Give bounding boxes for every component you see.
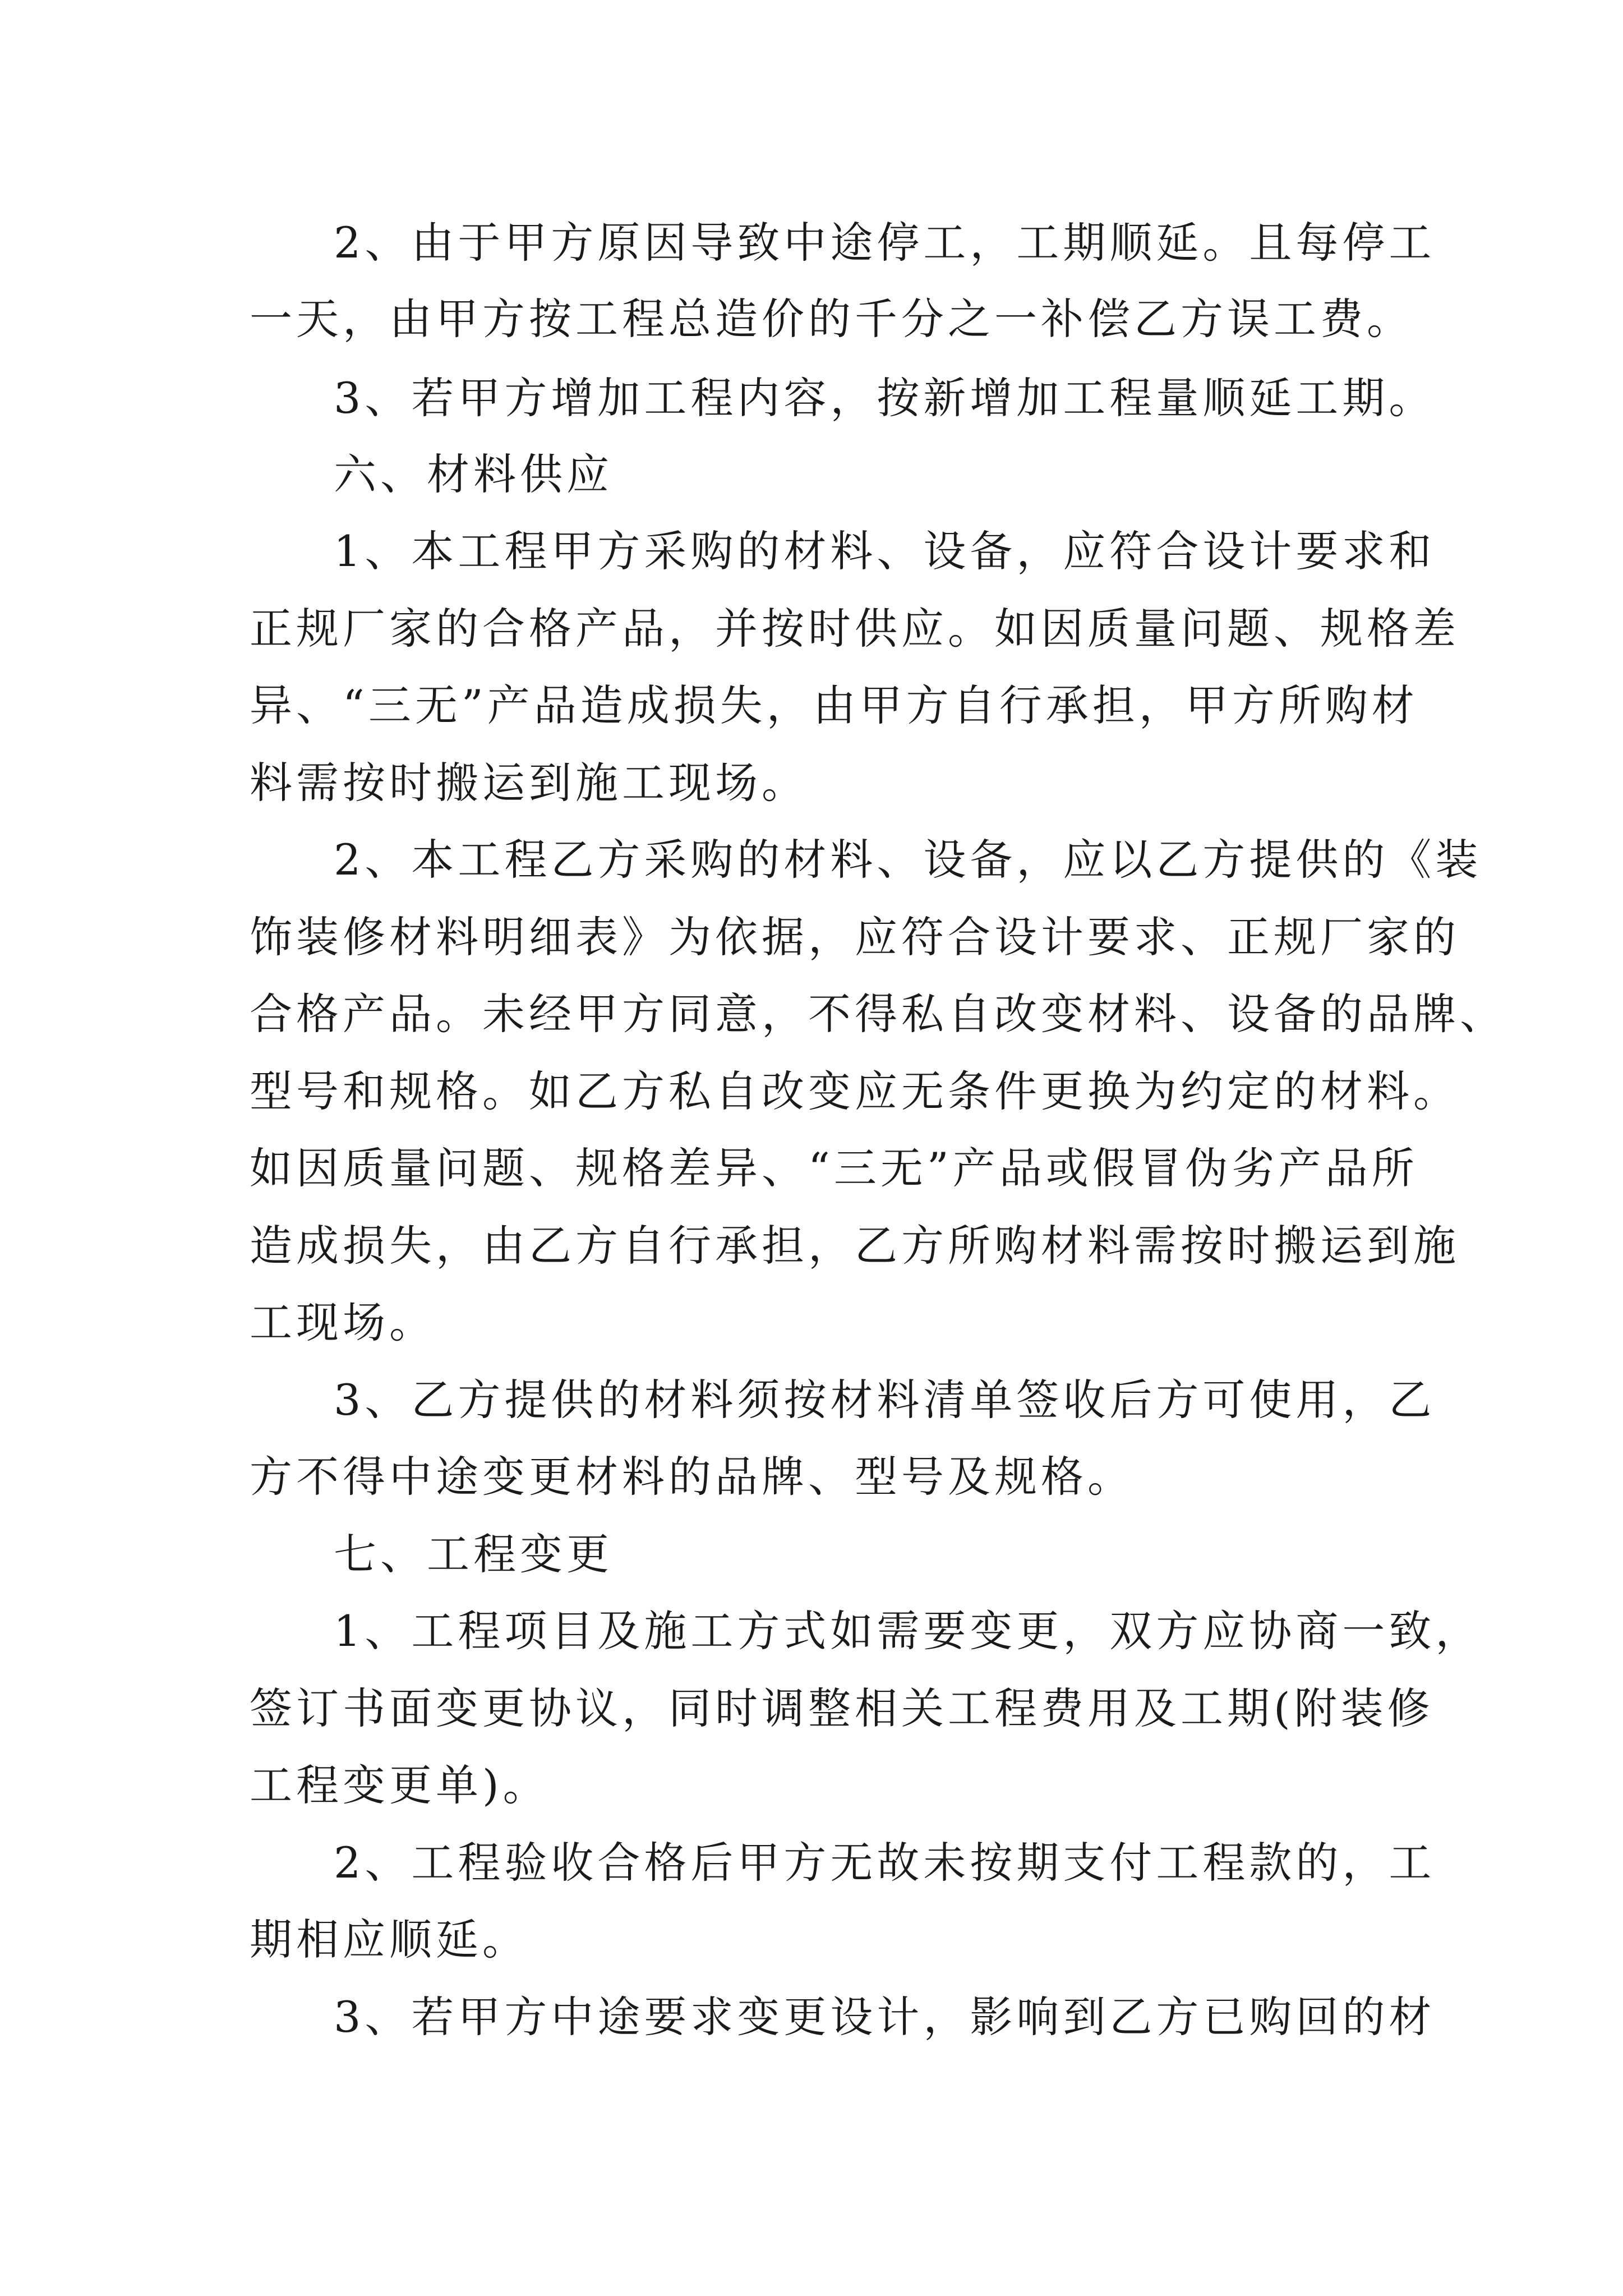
paragraph-line: 方不得中途变更材料的品牌、型号及规格。 <box>250 1452 1134 1502</box>
paragraph-line: 正规厂家的合格产品，并按时供应。如因质量问题、规格差 <box>250 604 1460 654</box>
paragraph-line: 工程变更单)。 <box>250 1760 550 1810</box>
paragraph-line: 2、本工程乙方采购的材料、设备，应以乙方提供的《装 <box>334 835 1482 885</box>
paragraph-line: 3、乙方提供的材料须按材料清单签收后方可使用，乙 <box>334 1375 1436 1425</box>
paragraph-line: 签订书面变更协议，同时调整相关工程费用及工期(附装修 <box>250 1683 1434 1733</box>
paragraph-line: 2、由于甲方原因导致中途停工，工期顺延。且每停工 <box>334 218 1436 268</box>
paragraph-line: 型号和规格。如乙方私自改变应无条件更换为约定的材料。 <box>250 1066 1460 1116</box>
paragraph-line: 异、“三无”产品造成损失，由甲方自行承担，甲方所购材 <box>250 680 1418 730</box>
paragraph-line: 2、工程验收合格后甲方无故未按期支付工程款的，工 <box>334 1838 1436 1888</box>
paragraph-line: 期相应顺延。 <box>250 1915 529 1964</box>
paragraph-line: 料需按时搬运到施工现场。 <box>250 758 808 808</box>
paragraph-line: 一天，由甲方按工程总造价的千分之一补偿乙方误工费。 <box>250 294 1413 344</box>
paragraph-line: 1、工程项目及施工方式如需要变更，双方应协商一致， <box>334 1606 1482 1656</box>
paragraph-line: 3、若甲方中途要求变更设计，影响到乙方已购回的材 <box>334 1992 1436 2042</box>
section-heading: 六、材料供应 <box>334 449 613 499</box>
paragraph-line: 3、若甲方增加工程内容，按新增加工程量顺延工期。 <box>334 373 1436 423</box>
section-heading: 七、工程变更 <box>334 1529 613 1579</box>
paragraph-line: 造成损失，由乙方自行承担，乙方所购材料需按时搬运到施 <box>250 1221 1460 1271</box>
paragraph-line: 工现场。 <box>250 1297 436 1347</box>
paragraph-line: 如因质量问题、规格差异、“三无”产品或假冒伪劣产品所 <box>250 1143 1418 1193</box>
paragraph-line: 饰装修材料明细表》为依据，应符合设计要求、正规厂家的 <box>250 912 1460 962</box>
paragraph-line: 合格产品。未经甲方同意，不得私自改变材料、设备的品牌、 <box>250 989 1506 1039</box>
paragraph-line: 1、本工程甲方采购的材料、设备，应符合设计要求和 <box>334 526 1436 576</box>
